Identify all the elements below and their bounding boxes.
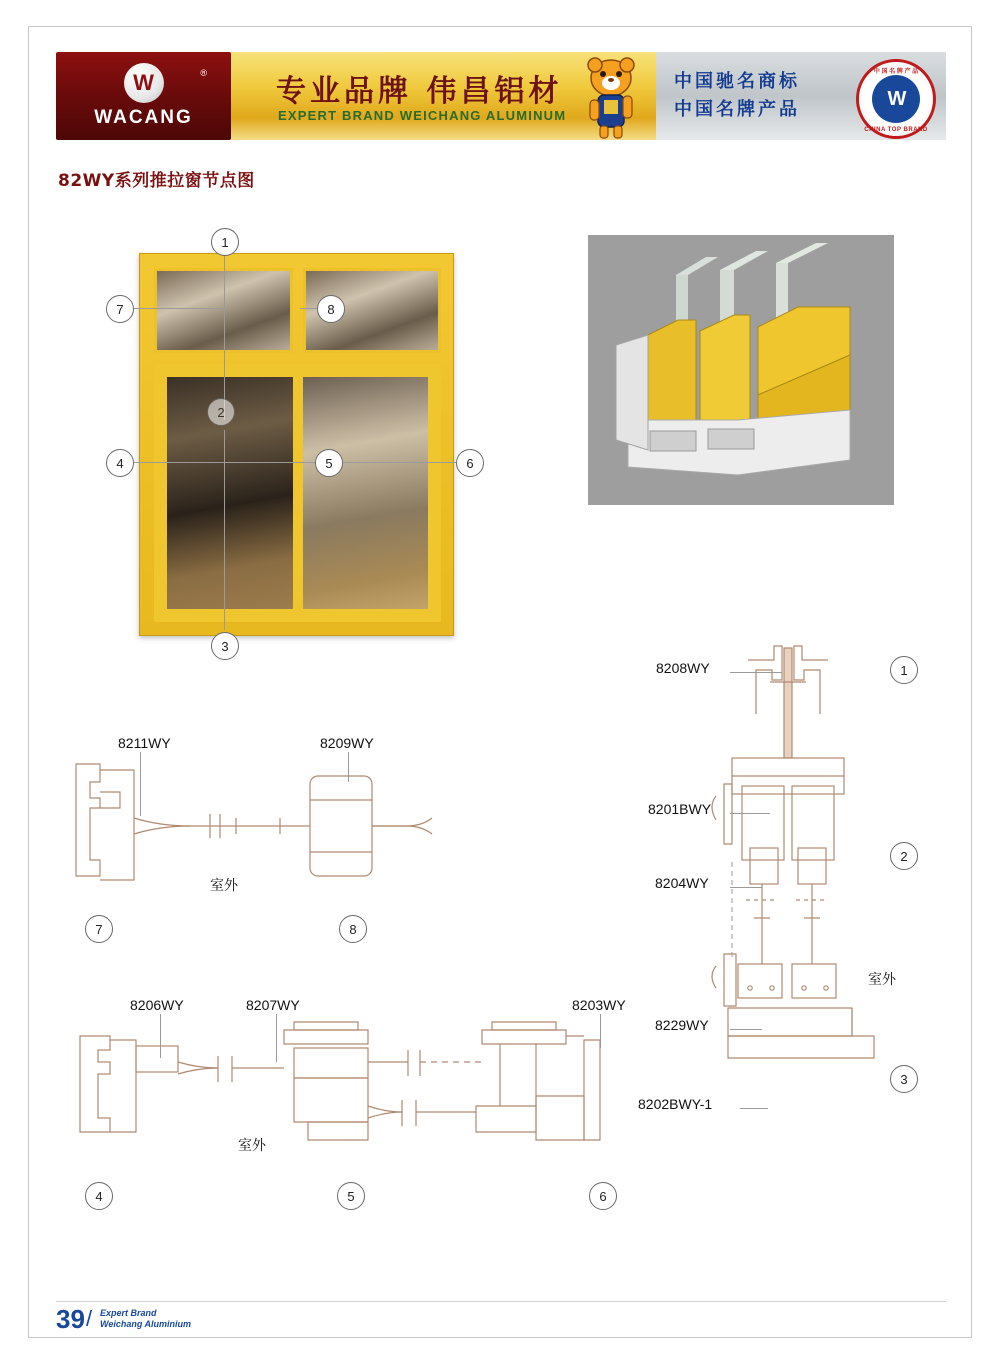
detail-number-8: 8	[339, 915, 367, 943]
page-footer	[56, 1304, 356, 1338]
footer-brand-line1: Expert Brand	[100, 1308, 157, 1318]
leader-8206wy	[160, 1014, 161, 1058]
callout-3: 3	[211, 632, 239, 660]
china-top-brand-seal-icon	[856, 59, 936, 139]
callout-4: 4	[106, 449, 134, 477]
leader-8201bwy	[730, 813, 770, 814]
window-sliding-sashes	[154, 364, 441, 622]
wacang-logo-icon: W	[124, 63, 164, 103]
page-number: 39	[56, 1304, 85, 1334]
award-line-2: 中国名牌产品	[674, 99, 800, 120]
footer-brand-line2: Weichang Aluminium	[100, 1319, 192, 1329]
footer-slash: /	[86, 1306, 93, 1331]
leader-8209wy	[348, 752, 349, 782]
part-label-8209wy: 8209WY	[320, 735, 374, 751]
part-label-8204wy: 8204WY	[655, 875, 709, 891]
leader-line-6	[340, 462, 460, 463]
award-lines	[674, 68, 800, 124]
seal-monogram: W	[872, 75, 920, 123]
section-drawings-7-8	[60, 756, 480, 906]
section-drawings-right	[620, 636, 950, 1176]
callout-6: 6	[456, 449, 484, 477]
profile-corner-photo	[588, 235, 894, 505]
footer-brand-text	[100, 1308, 191, 1330]
seal-bottom-text: CHINA TOP BRAND	[864, 127, 928, 133]
callout-5: 5	[315, 449, 343, 477]
section-drawings-4-5-6	[60, 1010, 620, 1170]
header-banner	[56, 52, 946, 140]
callout-8: 8	[317, 295, 345, 323]
leader-8208wy	[730, 672, 782, 673]
part-label-8203wy: 8203WY	[572, 997, 626, 1013]
callout-2: 2	[207, 398, 235, 426]
detail-number-4: 4	[85, 1182, 113, 1210]
window-sash-right	[298, 372, 434, 614]
seal-top-text: 中 国 名 牌 产 品	[873, 69, 919, 75]
part-label-8211wy: 8211WY	[118, 735, 171, 751]
leader-8204wy	[730, 887, 762, 888]
part-label-8201bwy: 8201BWY	[648, 801, 712, 817]
part-label-8208wy: 8208WY	[656, 660, 710, 676]
leader-8207wy	[276, 1014, 277, 1062]
brand-name: WACANG	[94, 107, 193, 128]
leader-8202bwy1	[740, 1108, 768, 1109]
outdoor-label-right: 室外	[868, 972, 896, 988]
outdoor-label-top: 室外	[210, 878, 238, 894]
leader-line-3	[224, 430, 225, 630]
sliding-window-photo	[139, 253, 454, 636]
window-top-lights	[154, 268, 441, 353]
part-label-8202bwy1: 8202BWY-1	[638, 1096, 713, 1112]
leader-line-1	[224, 250, 225, 420]
leader-8229wy	[730, 1029, 762, 1030]
detail-number-6: 6	[589, 1182, 617, 1210]
leader-line-7	[133, 308, 225, 309]
callout-7: 7	[106, 295, 134, 323]
slogan-block	[231, 52, 656, 140]
leader-line-4	[128, 462, 333, 463]
detail-number-1: 1	[890, 656, 918, 684]
registered-trademark-icon: ®	[200, 68, 207, 78]
detail-number-3: 3	[890, 1065, 918, 1093]
mascot-icon	[576, 56, 646, 140]
page-title: 82WY系列推拉窗节点图	[58, 171, 255, 191]
award-line-1: 中国驰名商标	[674, 71, 800, 92]
callout-1: 1	[211, 228, 239, 256]
slogan-english: EXPERT BRAND WEICHANG ALUMINUM	[278, 108, 567, 123]
part-label-8207wy: 8207WY	[246, 997, 300, 1013]
detail-number-5: 5	[337, 1182, 365, 1210]
footer-divider	[56, 1301, 946, 1302]
part-label-8206wy: 8206WY	[130, 997, 184, 1013]
part-label-8229wy: 8229WY	[655, 1017, 709, 1033]
brand-logo-block	[56, 52, 231, 140]
detail-number-2: 2	[890, 842, 918, 870]
awards-block	[656, 52, 946, 140]
outdoor-label-bottom: 室外	[238, 1138, 266, 1154]
slogan-chinese: 专业品牌 伟昌铝材	[276, 74, 563, 109]
detail-number-7: 7	[85, 915, 113, 943]
leader-8211wy	[140, 752, 141, 816]
leader-8203wy	[600, 1014, 601, 1048]
